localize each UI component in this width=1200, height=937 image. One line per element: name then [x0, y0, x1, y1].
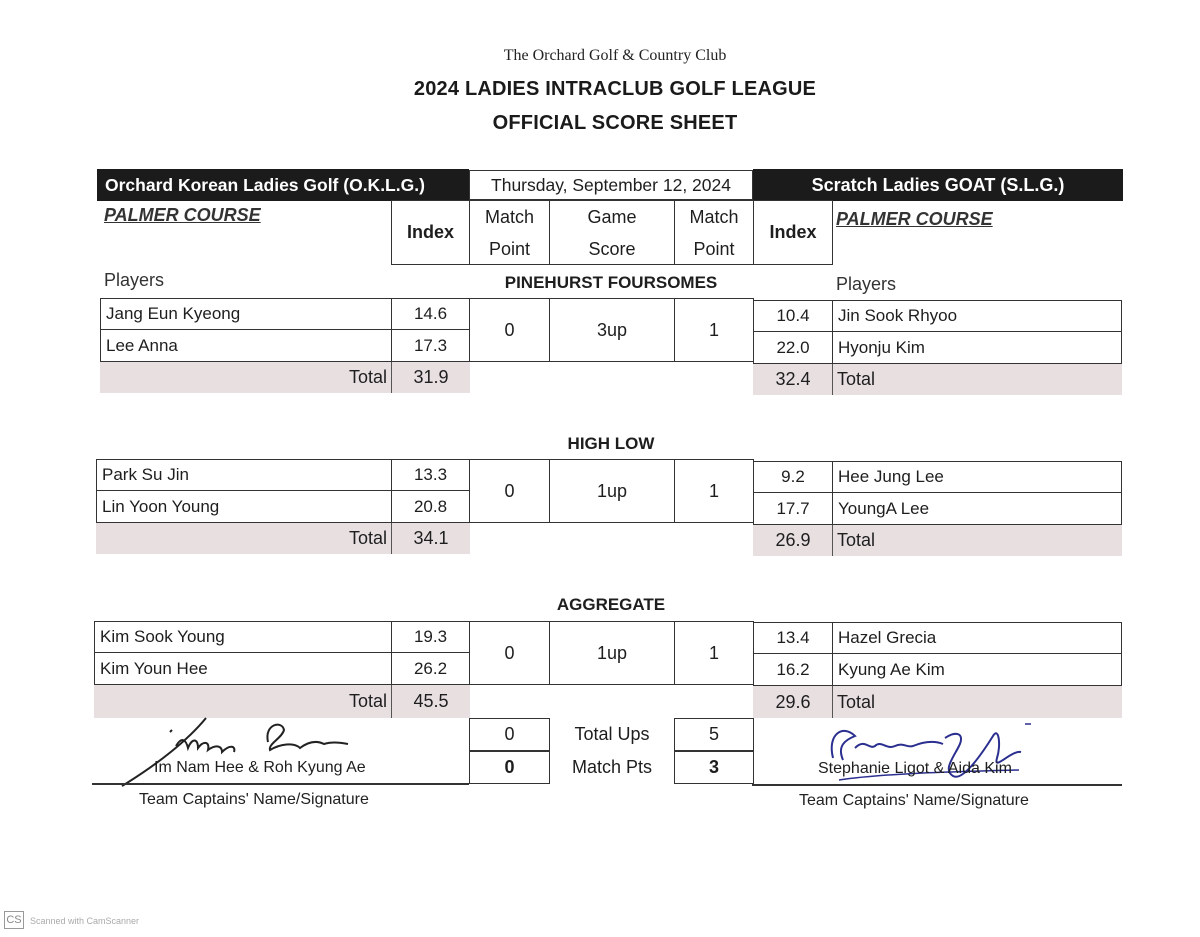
- right-total-value: 29.6: [753, 686, 833, 718]
- right-match-point: 1: [674, 621, 754, 685]
- right-total-label: Total: [832, 364, 1122, 395]
- right-total-value: 32.4: [753, 364, 833, 395]
- right-player-name: YoungA Lee: [832, 492, 1122, 525]
- right-total-ups: 5: [674, 718, 754, 751]
- right-player-index: 10.4: [753, 300, 833, 332]
- camscanner-logo: CS: [4, 911, 24, 929]
- left-total-ups: 0: [469, 718, 550, 751]
- right-player-index: 9.2: [753, 461, 833, 493]
- left-player-name: Jang Eun Kyeong: [100, 298, 392, 330]
- game-score: 3up: [549, 298, 675, 362]
- right-player-name: Hyonju Kim: [832, 331, 1122, 364]
- left-match-point: 0: [469, 621, 550, 685]
- left-players-label: Players: [104, 270, 165, 290]
- left-player-index: 26.2: [391, 652, 470, 685]
- right-match-pts: 3: [674, 751, 754, 784]
- game-label: Game: [587, 206, 637, 227]
- left-total-value: 34.1: [391, 523, 470, 554]
- league-title: 2024 LADIES INTRACLUB GOLF LEAGUE: [413, 78, 817, 100]
- left-total-label: Total: [94, 685, 392, 718]
- right-captains-label: Team Captains' Name/Signature: [799, 792, 1029, 809]
- right-player-index: 16.2: [753, 653, 833, 686]
- match-pts-label: Match Pts: [571, 757, 653, 777]
- game-score: 1up: [549, 459, 675, 523]
- right-signature: [815, 708, 1045, 794]
- right-total-label: Total: [832, 686, 1122, 718]
- left-player-name: Lee Anna: [100, 329, 392, 362]
- match-label: Match: [689, 206, 739, 227]
- left-total-value: 45.5: [391, 685, 470, 718]
- left-team-name: Orchard Korean Ladies Golf (O.K.L.G.): [97, 169, 469, 201]
- right-player-index: 13.4: [753, 622, 833, 654]
- right-match-point: 1: [674, 459, 754, 523]
- left-player-index: 20.8: [391, 490, 470, 523]
- left-match-point-header: [469, 200, 550, 265]
- section-title-high-low: HIGH LOW: [567, 434, 655, 453]
- point-label: Point: [693, 238, 735, 259]
- right-course: PALMER COURSE: [836, 209, 993, 229]
- left-player-index: 19.3: [391, 621, 470, 653]
- right-total-label: Total: [832, 525, 1122, 556]
- right-index-header: Index: [753, 200, 833, 265]
- left-total-value: 31.9: [391, 362, 470, 393]
- right-player-name: Jin Sook Rhyoo: [832, 300, 1122, 332]
- sheet-title: OFFICIAL SCORE SHEET: [492, 112, 738, 134]
- left-match-point: 0: [469, 298, 550, 362]
- left-player-index: 17.3: [391, 329, 470, 362]
- right-player-name: Hazel Grecia: [832, 622, 1122, 654]
- section-title-pinehurst: PINEHURST FOURSOMES: [504, 273, 718, 292]
- right-total-value: 26.9: [753, 525, 833, 556]
- camscanner-text: Scanned with CamScanner: [30, 916, 140, 926]
- left-course: PALMER COURSE: [104, 205, 261, 225]
- left-player-name: Lin Yoon Young: [96, 490, 392, 523]
- right-player-index: 22.0: [753, 331, 833, 364]
- game-score: 1up: [549, 621, 675, 685]
- right-player-index: 17.7: [753, 492, 833, 525]
- point-label: Point: [488, 238, 531, 259]
- left-match-point: 0: [469, 459, 550, 523]
- left-captains-label: Team Captains' Name/Signature: [139, 791, 369, 808]
- right-player-name: Kyung Ae Kim: [832, 653, 1122, 686]
- right-match-point: 1: [674, 298, 754, 362]
- left-signature-line: [92, 783, 469, 785]
- left-player-name: Kim Youn Hee: [94, 652, 392, 685]
- right-signature-line: [752, 784, 1122, 786]
- score-label: Score: [588, 238, 636, 259]
- left-match-pts: 0: [469, 751, 550, 784]
- left-player-name: Kim Sook Young: [94, 621, 392, 653]
- section-title-aggregate: AGGREGATE: [556, 595, 666, 614]
- right-team-name: Scratch Ladies GOAT (S.L.G.): [753, 169, 1123, 201]
- match-label: Match: [484, 206, 535, 227]
- left-signature: [118, 712, 388, 790]
- match-date: Thursday, September 12, 2024: [469, 170, 753, 200]
- right-captain-names: Stephanie Ligot & Aida Kim: [818, 760, 1012, 777]
- left-total-label: Total: [96, 523, 392, 554]
- right-match-point-header: [674, 200, 754, 265]
- left-captain-names: Im Nam Hee & Roh Kyung Ae: [154, 759, 366, 776]
- left-player-name: Park Su Jin: [96, 459, 392, 491]
- left-player-index: 13.3: [391, 459, 470, 491]
- left-index-header: Index: [391, 200, 470, 265]
- right-player-name: Hee Jung Lee: [832, 461, 1122, 493]
- right-players-label: Players: [836, 274, 897, 294]
- left-total-label: Total: [100, 362, 392, 393]
- club-name: The Orchard Golf & Country Club: [503, 47, 727, 64]
- total-ups-label: Total Ups: [574, 724, 650, 744]
- left-player-index: 14.6: [391, 298, 470, 330]
- game-score-header: [549, 200, 675, 265]
